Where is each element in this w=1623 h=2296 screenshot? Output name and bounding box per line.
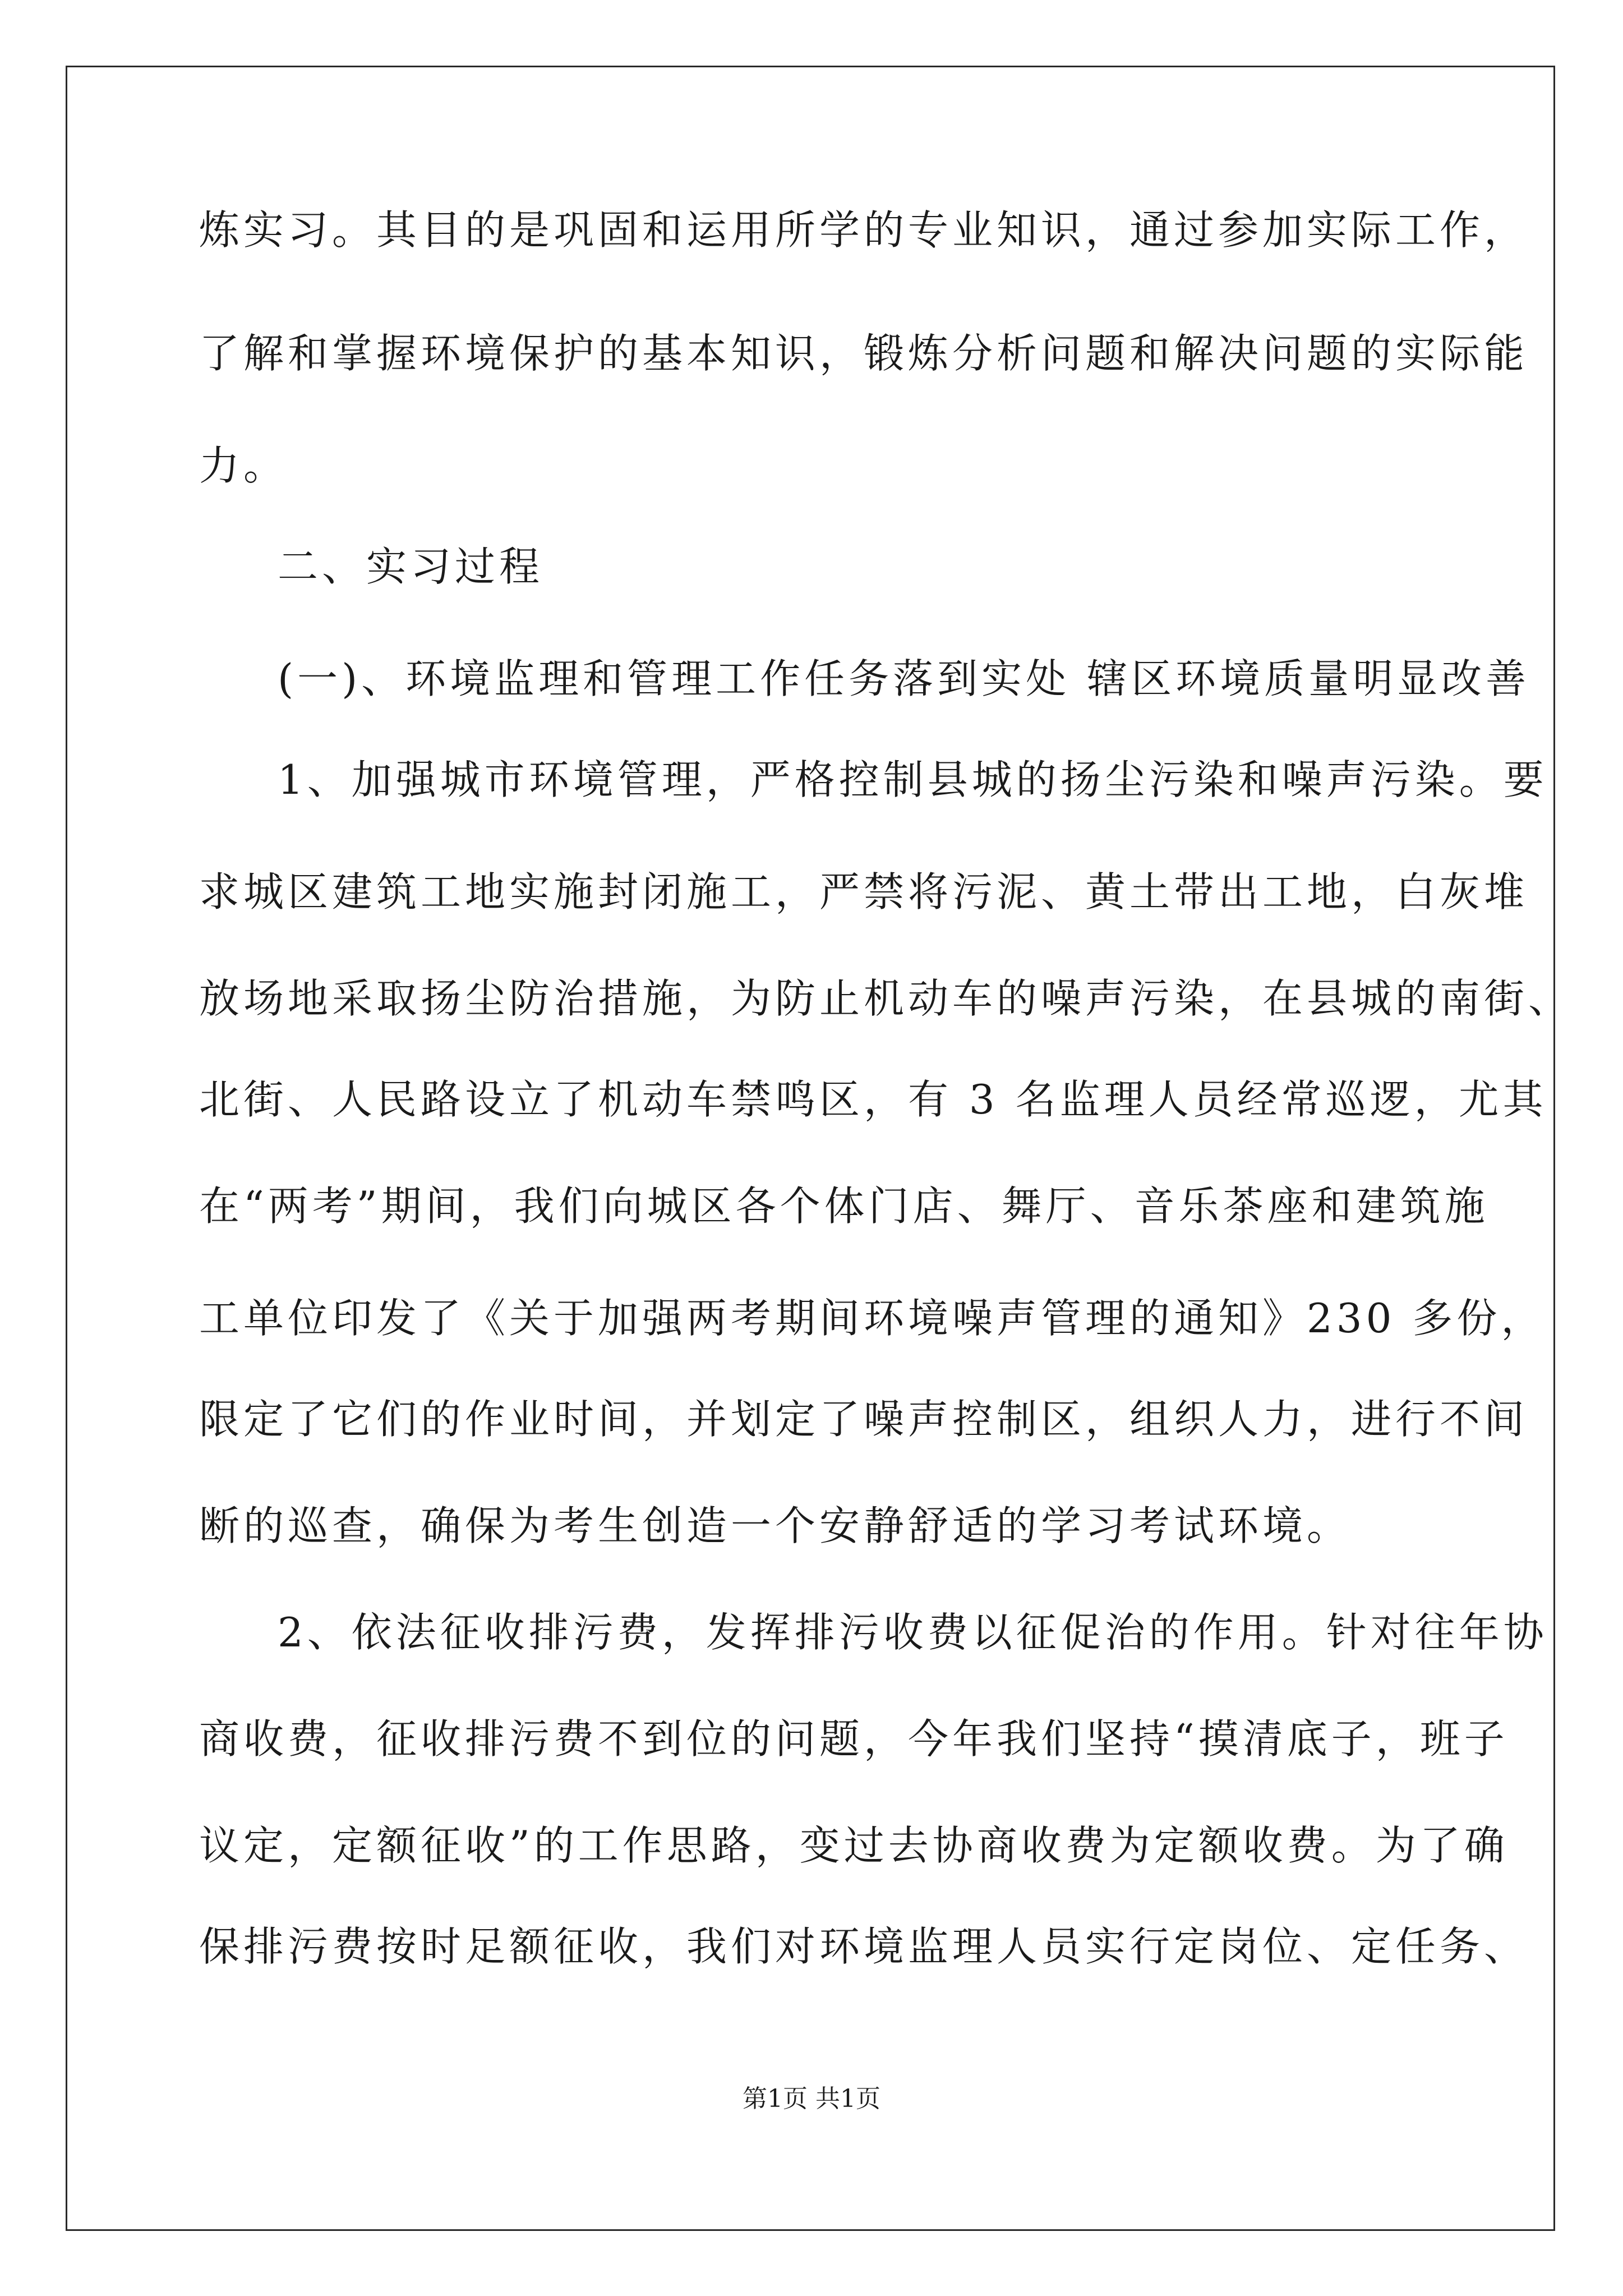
section-heading: 二、实习过程 (278, 543, 544, 590)
text-line: 保排污费按时足额征收，我们对环境监理人员实行定岗位、定任务、 (199, 1923, 1529, 1970)
subsection-heading: (一)、环境监理和管理工作任务落到实处 辖区环境质量明显改善 (278, 655, 1530, 702)
text-line: 放场地采取扬尘防治措施，为防止机动车的噪声污染，在县城的南街、 (199, 975, 1573, 1022)
text-line: 限定了它们的作业时间，并划定了噪声控制区，组织人力，进行不间 (199, 1396, 1529, 1443)
text-line: 求城区建筑工地实施封闭施工，严禁将污泥、黄土带出工地，白灰堆 (199, 868, 1529, 915)
text-line: 炼实习。其目的是巩固和运用所学的专业知识，通过参加实际工作， (199, 206, 1529, 254)
text-line: 议定，定额征收”的工作思路，变过去协商收费为定额收费。为了确 (199, 1822, 1509, 1869)
page-border (66, 66, 1555, 2231)
text-line: 了解和掌握环境保护的基本知识，锻炼分析问题和解决问题的实际能 (199, 330, 1529, 377)
text-line: 工单位印发了《关于加强两考期间环境噪声管理的通知》230 多份， (199, 1295, 1546, 1342)
text-line: 北街、人民路设立了机动车禁鸣区，有 3 名监理人员经常巡逻，尤其 (199, 1076, 1547, 1123)
text-line: 力。 (199, 442, 288, 489)
paragraph-start: 2、依法征收排污费，发挥排污收费以征促治的作用。针对往年协 (278, 1609, 1548, 1656)
page-footer: 第1页 共1页 (743, 2085, 880, 2113)
text-line: 断的巡查，确保为考生创造一个安静舒适的学习考试环境。 (199, 1502, 1352, 1549)
text-line: 商收费，征收排污费不到位的问题，今年我们坚持“摸清底子，班子 (199, 1715, 1509, 1763)
text-line: 在“两考”期间，我们向城区各个体门店、舞厅、音乐茶座和建筑施 (199, 1182, 1489, 1230)
paragraph-start: 1、加强城市环境管理，严格控制县城的扬尘污染和噪声污染。要 (278, 756, 1548, 803)
